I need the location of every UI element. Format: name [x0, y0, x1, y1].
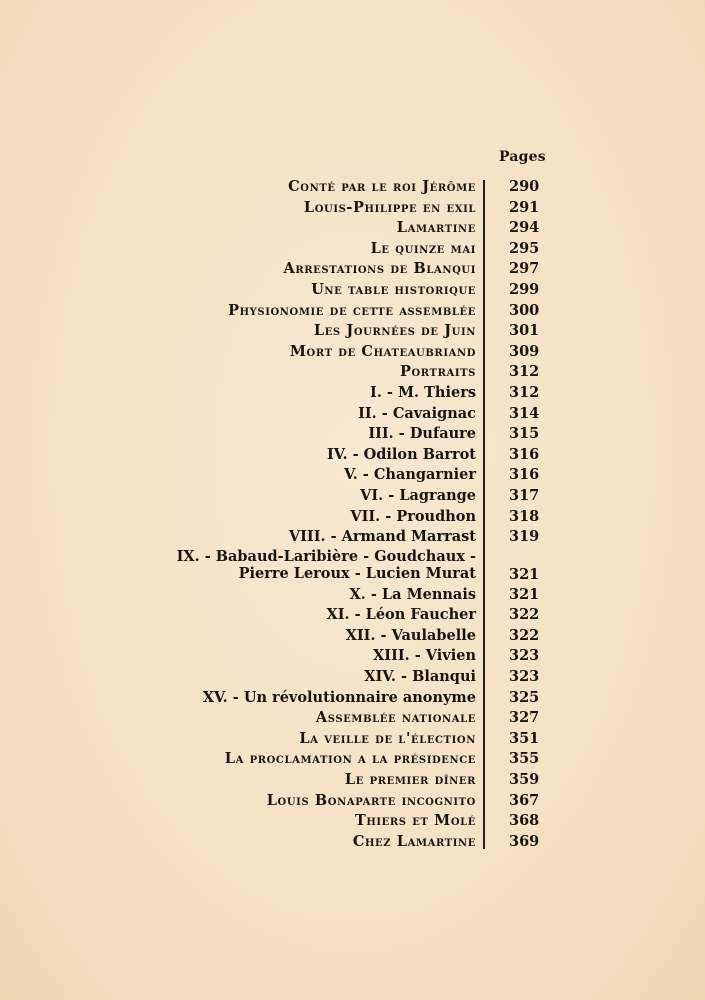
entry-title: Louis Bonaparte incognito [266, 791, 476, 809]
toc-entry [0, 507, 705, 528]
entry-page: 297 [509, 260, 540, 278]
entry-page: 316 [509, 466, 540, 484]
entry-page: 318 [509, 507, 540, 525]
entry-title: IV. - Odilon Barrot [326, 445, 476, 463]
entry-page: 291 [509, 198, 540, 216]
toc-entry [0, 811, 705, 832]
entry-title: La veille de l'élection [299, 729, 476, 747]
entry-title: XII. - Vaulabelle [345, 626, 476, 644]
entry-title: Le premier dîner [344, 771, 476, 789]
entry-title: Mort de Chateaubriand [289, 342, 476, 360]
toc-entry [0, 791, 705, 812]
entry-title: Assemblée nationale [315, 709, 476, 727]
entry-page: 295 [509, 239, 540, 257]
toc-entry [0, 548, 705, 585]
toc-entry [0, 177, 705, 198]
entry-page: 290 [509, 178, 540, 195]
entry-page: 351 [509, 729, 540, 747]
entry-page: 314 [509, 404, 540, 422]
toc-entry [0, 301, 705, 322]
entry-title: Louis-Philippe en exil [303, 198, 476, 216]
entry-title: Conté par le roi Jérôme [288, 178, 476, 195]
entry-page: 294 [509, 219, 540, 237]
entry-title: Lamartine [396, 219, 476, 237]
entry-page: 312 [509, 363, 540, 381]
entry-title: XIV. - Blanqui [364, 668, 476, 686]
entry-page: 315 [509, 425, 540, 443]
pages-column-header: Pages [499, 149, 546, 165]
entry-title [177, 548, 476, 582]
entry-page: 322 [509, 606, 540, 624]
entry-page: 319 [509, 528, 540, 546]
entry-title: II. - Cavaignac [358, 404, 476, 422]
toc-entry [0, 486, 705, 507]
entry-title: XIII. - Vivien [373, 647, 476, 665]
entry-title: La proclamation a la présidence [224, 750, 476, 768]
toc-entry [0, 198, 705, 219]
entry-page: 312 [509, 383, 540, 401]
entry-page: 321 [509, 565, 540, 583]
toc-entry [0, 646, 705, 667]
toc-entry [0, 404, 705, 425]
entry-title: Arrestations de Blanqui [283, 260, 476, 278]
entry-title: X. - La Mennais [349, 585, 476, 603]
entry-page: 327 [509, 709, 540, 727]
entry-page: 301 [509, 322, 540, 340]
toc-entry [0, 770, 705, 791]
toc-entry [0, 626, 705, 647]
toc-entry [0, 445, 705, 466]
entry-title: V. - Changarnier [344, 466, 476, 484]
entry-page: 369 [509, 832, 540, 850]
toc-entry [0, 708, 705, 729]
toc-entry [0, 424, 705, 445]
entry-title: Une table historique [311, 280, 476, 298]
entry-page: 323 [509, 668, 540, 686]
entry-page: 322 [509, 626, 540, 644]
entry-page: 325 [509, 688, 540, 706]
entry-page: 367 [509, 791, 540, 809]
entry-page: 355 [509, 750, 540, 768]
toc-entry [0, 749, 705, 770]
toc-entry [0, 688, 705, 709]
toc-entry [0, 280, 705, 301]
entry-title-line2: Pierre Leroux - Lucien Murat [238, 564, 476, 582]
toc-entry [0, 383, 705, 404]
entry-page: 316 [509, 445, 540, 463]
entry-title: XI. - Léon Faucher [326, 606, 476, 624]
entry-page: 300 [509, 301, 540, 319]
entry-title: VII. - Proudhon [350, 507, 476, 525]
toc-entry [0, 239, 705, 260]
entry-title: VI. - Lagrange [360, 486, 476, 504]
toc-entry [0, 465, 705, 486]
entry-page: 359 [509, 771, 540, 789]
toc-entry [0, 321, 705, 342]
entry-title: Les Journées de Juin [313, 322, 476, 340]
entry-title: Portraits [399, 363, 476, 381]
toc-entry [0, 667, 705, 688]
entry-title: Thiers et Molé [354, 812, 476, 830]
entry-page: 299 [509, 280, 540, 298]
toc-entry [0, 605, 705, 626]
toc-entry [0, 218, 705, 239]
entry-page: 368 [509, 812, 540, 830]
entry-page: 309 [509, 342, 540, 360]
toc-entry [0, 527, 705, 548]
toc-entry [0, 832, 705, 853]
toc-entry [0, 585, 705, 606]
entry-page: 323 [509, 647, 540, 665]
toc-entry [0, 259, 705, 280]
entry-title: I. - M. Thiers [370, 383, 476, 401]
entry-title: III. - Dufaure [368, 425, 476, 443]
entry-title-line1: IX. - Babaud-Laribière - Goudchaux - [176, 547, 476, 565]
toc-entry [0, 342, 705, 363]
entry-title: Chez Lamartine [352, 832, 476, 850]
entry-title: VIII. - Armand Marrast [288, 528, 476, 546]
entry-title: XV. - Un révolutionnaire anonyme [202, 688, 476, 706]
entry-title: Le quinze mai [370, 239, 476, 257]
toc-entry [0, 729, 705, 750]
entry-page: 317 [509, 486, 540, 504]
entry-title: Physionomie de cette assemblée [228, 301, 476, 319]
entry-page: 321 [509, 585, 540, 603]
toc-entry [0, 362, 705, 383]
table-of-contents [0, 177, 705, 852]
